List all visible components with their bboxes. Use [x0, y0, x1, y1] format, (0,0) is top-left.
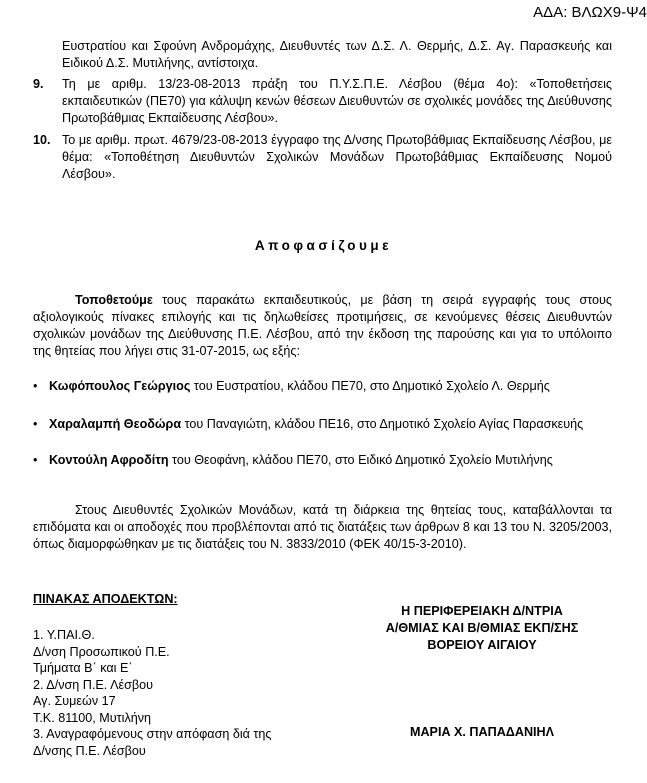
bullet-icon: • — [33, 453, 38, 467]
placement-details: του Θεοφάνη, κλάδου ΠΕ70, στο Ειδικό Δημοτικό Σχολείο Μυτιλήνης — [168, 453, 553, 467]
recipient-line: Τ.Κ. 81100, Μυτιλήνη — [33, 710, 152, 725]
allowances-paragraph: Στους Διευθυντές Σχολικών Μονάδων, κατά τη διάρκεια της θητείας τους, καταβάλλονται τα επιδόματα και οι αποδοχές που προβλέπονται από τις διατάξεις των άρθρων 8 και 13 του Ν. 3205/2003, όπως διαμορφώθηκαν με τις διατάξεις του Ν. 3833/2010 (ΦΕΚ 40/15-3-2010). — [33, 503, 612, 551]
placement-name: Χαραλαμπή Θεοδώρα — [49, 417, 182, 431]
placement-item — [33, 416, 583, 433]
intro-paragraph — [33, 292, 612, 360]
placement-name: Κωφόπουλος Γεώργιος — [49, 379, 191, 393]
recipient-line: Αγ. Συμεών 17 — [33, 694, 116, 708]
placement-details: του Ευστρατίου, κλάδου ΠΕ70, στο Δημοτικό Σχολείο Λ. Θερμής — [190, 379, 550, 393]
recipient-line: Δ/νση Προσωπικού Π.Ε. — [33, 644, 170, 659]
intro-lead: Τοποθετούμε — [75, 293, 153, 307]
item-number-10: 10. — [33, 133, 51, 147]
recipients-list — [33, 627, 271, 759]
placement-name: Κοντούλη Αφροδίτη — [49, 453, 169, 467]
ada-code: ΑΔΑ: ΒΛΩΧ9-Ψ4 — [533, 4, 647, 21]
consideration-item-9: Τη με αριθμ. 13/23-08-2013 πράξη του Π.Υ.Σ.Π.Ε. Λέσβου (θέμα 4ο): «Τοποθετήσεις εκπαιδευτικών (ΠΕ70) για κάλυψη κενών θέσεων Διευθυντών σε σχολικές μονάδες της Διεύθυνσης Πρωτοβάθμιας Εκπαίδευσης Λέσβου». — [62, 77, 612, 125]
signature-title-line: ΒΟΡΕΙΟΥ ΑΙΓΑΙΟΥ — [427, 638, 537, 652]
continuation-paragraph: Ευστρατίου και Σφούνη Ανδρομάχης, Διευθυντές των Δ.Σ. Λ. Θερμής, Δ.Σ. Αγ. Παρασκευής και Ειδικού Δ.Σ. Μυτιλήνης, αντίστοιχα. — [62, 39, 612, 70]
intro-text: τους παρακάτω εκπαιδευτικούς, με βάση τη σειρά εγγραφής τους στους αξιολογικούς πίνακες επιλογής και τις δηλωθείσες προτιμήσεις, σε κενούμενες θέσεις Διευθυντών σχολικών μονάδων της Διεύθυνσης Π.Ε. Λέσβου, από την έκδοση της παρούσης και για το υπόλοιπο της θητείας που λήγει στις 31-07-2015, ως εξής: — [33, 293, 612, 358]
recipient-line: Τμήματα Β΄ και Ε΄ — [33, 661, 133, 675]
signature-title-line: Η ΠΕΡΙΦΕΡΕΙΑΚΗ Δ/ΝΤΡΙΑ — [401, 604, 563, 618]
recipient-line: 2. Δ/νση Π.Ε. Λέσβου — [33, 677, 154, 692]
decision-title: Αποφασίζουμε — [254, 238, 393, 253]
placement-details: του Παναγιώτη, κλάδου ΠΕ16, στο Δημοτικό Σχολείο Αγίας Παρασκευής — [181, 417, 584, 431]
recipient-line: Δ/νσης Π.Ε. Λέσβου — [33, 743, 146, 758]
signature-block — [352, 603, 612, 654]
bullet-icon: • — [33, 379, 38, 393]
recipient-line: 1. Υ.ΠΑΙ.Θ. — [33, 628, 95, 642]
placement-item — [33, 452, 553, 469]
consideration-item-10: Το με αριθμ. πρωτ. 4679/23-08-2013 έγγραφο της Δ/νσης Πρωτοβάθμιας Εκπαίδευσης Λέσβου, με θέμα: «Τοποθέτηση Διευθυντών Σχολικών Μονάδων Πρωτοβάθμιας Εκπαίδευσης Νομού Λέσβου». — [62, 133, 612, 181]
signature-title-line: Α/ΘΜΙΑΣ ΚΑΙ Β/ΘΜΙΑΣ ΕΚΠ/ΣΗΣ — [385, 621, 579, 635]
recipient-line: 3. Αναγραφόμενους στην απόφαση διά της — [33, 727, 272, 741]
item-number-9: 9. — [33, 77, 44, 91]
placement-item — [33, 378, 550, 395]
signatory-name: ΜΑΡΙΑ Χ. ΠΑΠΑΔΑΝΙΗΛ — [409, 725, 555, 739]
bullet-icon: • — [33, 417, 38, 431]
recipients-title: ΠΙΝΑΚΑΣ ΑΠΟΔΕΚΤΩΝ: — [33, 592, 178, 606]
